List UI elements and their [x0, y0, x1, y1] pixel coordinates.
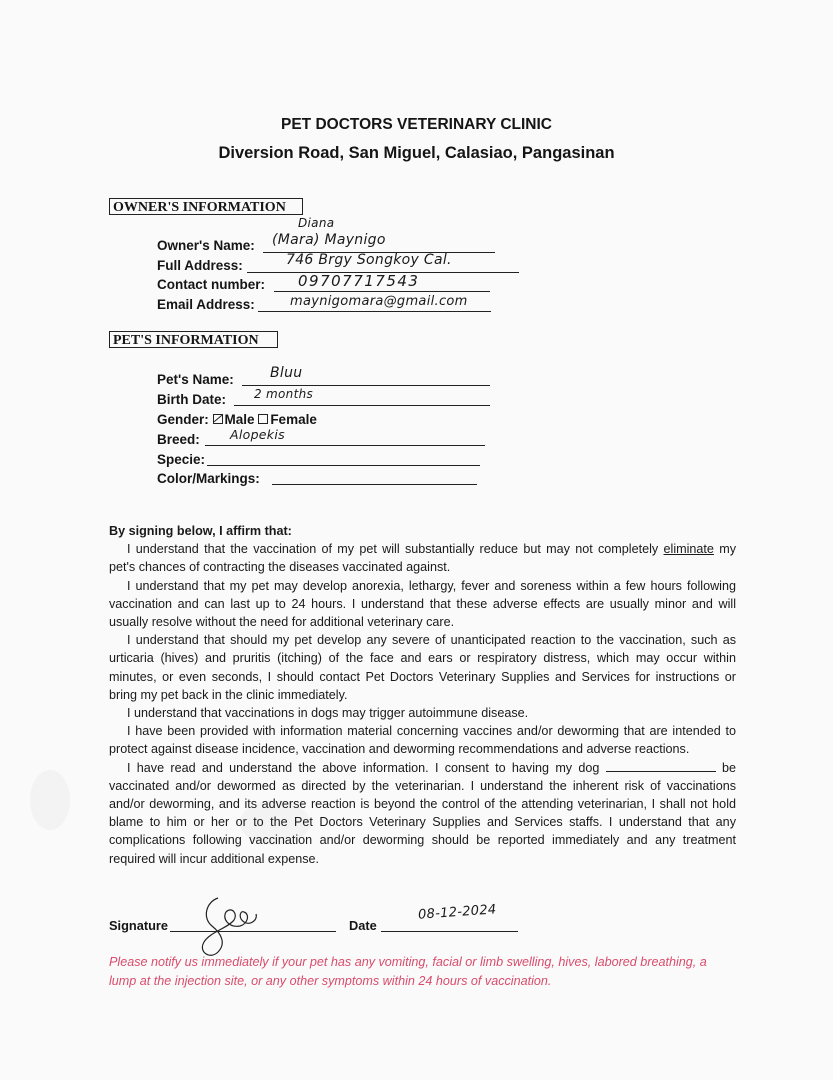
consent-paragraph-2: I understand that my pet may develop anorexia, lethargy, fever and soreness within a few hours following vaccination and can last up to 24 hours. I understand that these adverse effects are usually minor and will usually resolve without the need for additional veterinary care. [109, 578, 736, 630]
owner-name-first-handwritten: Diana [298, 216, 335, 230]
date-field[interactable] [381, 931, 518, 932]
full-address-label: Full Address: [157, 258, 243, 273]
consent-heading: By signing below, I affirm that: [109, 524, 292, 538]
consent-paragraph-5: I have been provided with information material concerning vaccines and/or deworming that are intended to protect against disease incidence, vaccination and deworming recommendations and adverse reactions. [109, 724, 736, 757]
gender-label: Gender: [157, 412, 209, 427]
gender-female-checkbox[interactable] [258, 414, 268, 424]
dog-name-field[interactable] [606, 760, 716, 772]
specie-field[interactable] [207, 465, 480, 466]
email-address-label: Email Address: [157, 297, 255, 312]
specie-label: Specie: [157, 452, 206, 467]
date-handwritten: 08-12-2024 [417, 902, 497, 923]
post-vaccination-notice: Please notify us immediately if your pet has any vomiting, facial or limb swelling, hives, labored breathing, a lump at the injection site, or any other symptoms within 24 hours of vaccination. [109, 955, 707, 988]
full-address-handwritten: 746 Brgy Songkoy Cal. [286, 252, 452, 268]
birth-date-field[interactable] [234, 405, 490, 406]
owner-section-title: OWNER'S INFORMATION [109, 198, 303, 215]
consent-p6-part-a: I have read and understand the above information. I consent to having my dog [127, 760, 600, 775]
consent-p6-part-b: be vaccinated and/or dewormed as directed by the veterinarian. I understand the inherent risk of vaccinations and/or deworming, and its adverse reaction is beyond the control of the attending veterinarian, I shall not hold blame to him or her or to the Pet Doctors Veterinary Supplies and Services staffs. I understand that any complications following vaccination and/or deworming should be reported immediately and any treatment required will incur additional expense. [109, 760, 737, 866]
signature-scribble [188, 892, 268, 960]
color-markings-label: Color/Markings: [157, 471, 260, 486]
gender-male-checkbox[interactable] [213, 414, 223, 424]
consent-p1-part-b: my pet's chances of contracting the diseases vaccinated against. [109, 542, 737, 575]
paper-smudge [30, 770, 70, 830]
clinic-name: PET DOCTORS VETERINARY CLINIC [281, 116, 552, 133]
contact-number-field[interactable] [274, 291, 490, 292]
consent-text [109, 522, 736, 868]
consent-p1-part-a: I understand that the vaccination of my pet will substantially reduce but may not completely [127, 542, 659, 557]
birth-date-label: Birth Date: [157, 392, 227, 407]
owner-name-handwritten: (Mara) Maynigo [272, 232, 386, 248]
gender-row [157, 412, 317, 427]
pet-name-field[interactable] [242, 385, 490, 386]
pet-section-title: PET'S INFORMATION [109, 331, 278, 348]
email-address-handwritten: maynigomara@gmail.com [290, 294, 468, 309]
consent-p1-underlined: eliminate [663, 542, 714, 557]
gender-female-label: Female [270, 412, 317, 427]
consent-paragraph-4: I understand that vaccinations in dogs may trigger autoimmune disease. [127, 706, 529, 721]
contact-number-handwritten: 09707717543 [298, 272, 420, 290]
gender-male-label: Male [224, 412, 255, 427]
clinic-address: Diversion Road, San Miguel, Calasiao, Pangasinan [218, 144, 615, 162]
consent-paragraph-1 [109, 540, 736, 576]
pet-name-handwritten: Bluu [270, 365, 303, 381]
consent-paragraph-6 [109, 759, 736, 868]
owner-name-label: Owner's Name: [157, 238, 255, 253]
email-address-field[interactable] [258, 311, 491, 312]
breed-handwritten: Alopekis [230, 427, 285, 442]
birth-date-handwritten: 2 months [254, 387, 314, 401]
consent-paragraph-3: I understand that should my pet develop any severe of unanticipated reaction to the vaccination, such as urticaria (hives) and pruritis (itching) of the face and ears or respiratory distress, which may occur within minutes, or even seconds, I should contact Pet Doctors Veterinary Supplies and Services for instructions or bring my pet back in the clinic immediately. [109, 633, 736, 702]
contact-number-label: Contact number: [157, 277, 265, 292]
date-label: Date [349, 918, 377, 933]
color-markings-field[interactable] [272, 484, 477, 485]
breed-field[interactable] [205, 445, 485, 446]
pet-name-label: Pet's Name: [157, 372, 234, 387]
signature-label: Signature [109, 918, 169, 933]
breed-label: Breed: [157, 432, 200, 447]
